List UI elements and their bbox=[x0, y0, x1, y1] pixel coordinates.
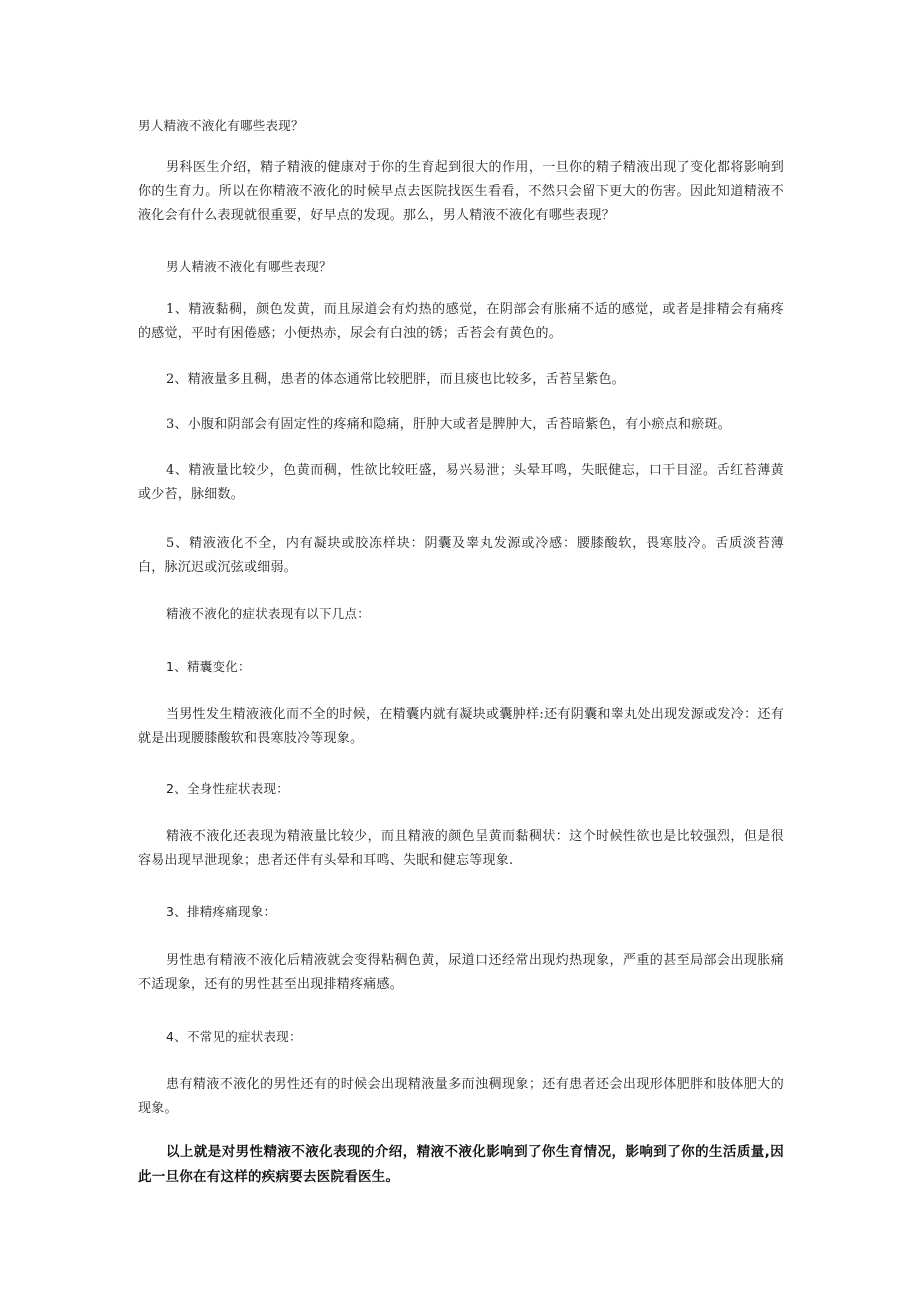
document-title: 男人精液不液化有哪些表现？ bbox=[138, 118, 304, 133]
symptom-4-heading: 4、不常见的症状表现： bbox=[166, 1029, 302, 1044]
symptom-3-heading: 3、排精疼痛现象： bbox=[166, 904, 277, 919]
section1-item-4: 4、精液量比较少，色黄而稠，性欲比较旺盛，易兴易泄；头晕耳鸣，失眠健忘，口干目涩。舌红苔薄黄或少苔，脉细数。 bbox=[138, 463, 784, 502]
section1-item-3: 3、小腹和阴部会有固定性的疼痛和隐痛，肝肿大或者是脾肿大，舌苔暗紫色，有小瘀点和瘀斑。 bbox=[166, 417, 732, 432]
section2-heading: 精液不液化的症状表现有以下几点： bbox=[166, 606, 371, 621]
symptom-4-text: 患有精液不液化的男性还有的时候会出现精液量多而浊稠现象；还有患者还会出现形体肥胖和肢体肥大的现象。 bbox=[138, 1077, 784, 1116]
intro-paragraph: 男科医生介绍，精子精液的健康对于你的生育起到很大的作用，一旦你的精子精液出现了变化都将影响到你的生育力。所以在你精液不液化的时候早点去医院找医生看看，不然只会留下更大的伤害。因此知道精液不液化会有什么表现就很重要，好早点的发现。那么，男人精液不液化有哪些表现？ bbox=[138, 160, 784, 223]
section1-heading: 男人精液不液化有哪些表现？ bbox=[166, 259, 332, 274]
section1-item-1: 1、精液黏稠，颜色发黄，而且尿道会有灼热的感觉，在阴部会有胀痛不适的感觉，或者是排精会有痛疼的感觉，平时有困倦感；小便热赤，尿会有白浊的锈；舌苔会有黄色的。 bbox=[138, 302, 784, 341]
conclusion-paragraph: 以上就是对男性精液不液化表现的介绍，精液不液化影响到了你生育情况，影响到了你的生活质量,因此一旦你在有这样的疾病要去医院看医生。 bbox=[138, 1144, 784, 1185]
section1-item-5: 5、精液液化不全，内有凝块或胶冻样块：阴囊及睾丸发源或冷感：腰膝酸软，畏寒肢冷。舌质淡苔薄白，脉沉迟或沉弦或细弱。 bbox=[138, 536, 784, 575]
symptom-2-heading: 2、全身性症状表现： bbox=[166, 781, 289, 796]
section1-item-2: 2、精液量多且稠，患者的体态通常比较肥胖，而且痰也比较多，舌苔呈紫色。 bbox=[166, 372, 626, 387]
symptom-1-heading: 1、精囊变化： bbox=[166, 659, 251, 674]
symptom-3-text: 男性患有精液不液化后精液就会变得粘稠色黄，尿道口还经常出现灼热现象，严重的甚至局部会出现胀痛不适现象，还有的男性甚至出现排精疼痛感。 bbox=[138, 953, 784, 992]
symptom-1-text: 当男性发生精液液化而不全的时候，在精囊内就有凝块或囊肿样:还有阴囊和睾丸处出现发源或发冷：还有就是出现腰膝酸软和畏寒肢冷等现象。 bbox=[138, 707, 784, 746]
symptom-2-text: 精液不液化还表现为精液量比较少，而且精液的颜色呈黄而黏稠状：这个时候性欲也是比较强烈，但是很容易出现早泄现象；患者还伴有头晕和耳鸣、失眠和健忘等现象. bbox=[138, 829, 784, 868]
